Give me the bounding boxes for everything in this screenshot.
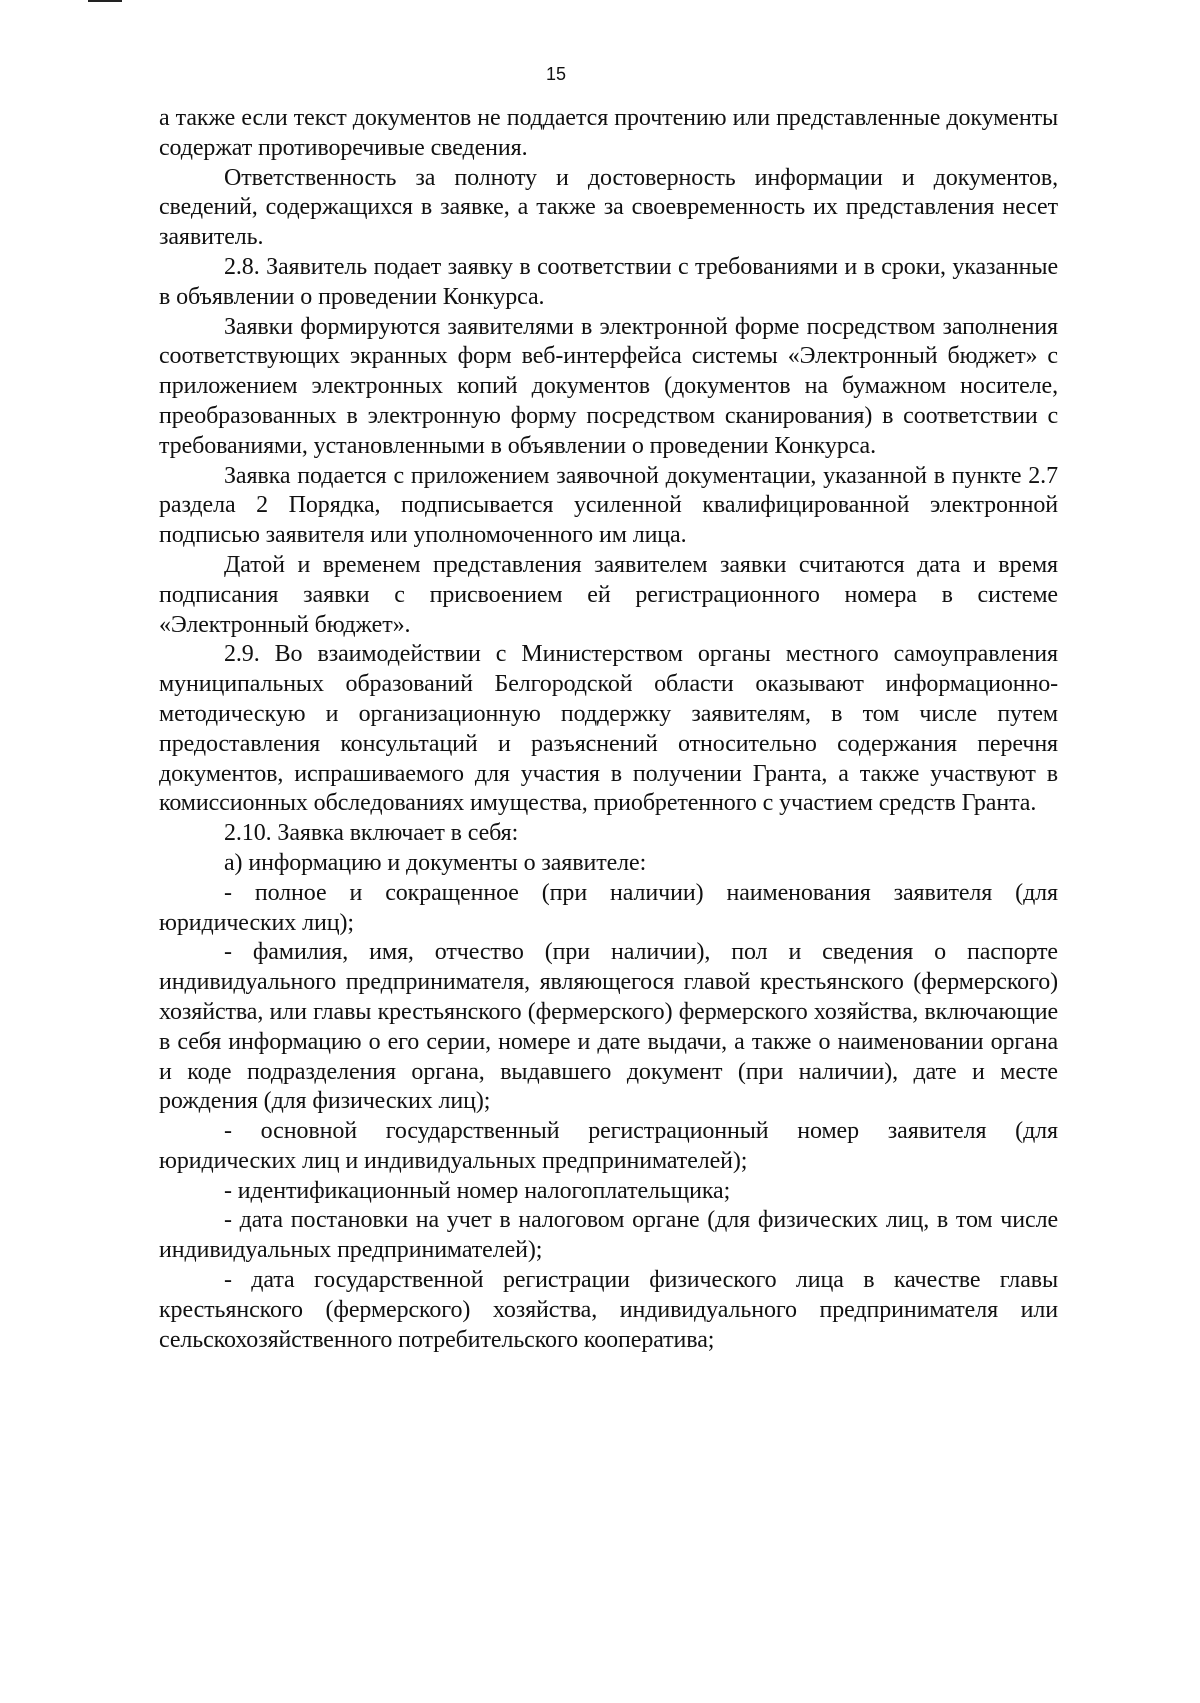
paragraph-submission-date: Датой и временем представления заявителем заявки считаются дата и время подписания заявки с присвоением ей регистрационного номера в системе «Электронный бюджет». [159, 551, 1058, 638]
list-heading-a: а) информацию и документы о заявителе: [224, 849, 647, 876]
list-item-passport: - фамилия, имя, отчество (при наличии), пол и сведения о паспорте индивидуального предпринимателя, являющегося главой крестьянского (фермерского) хозяйства, или главы крестьянского (фермерского) фермерского хозяйства, включающие в себя информацию о его серии, номере и дате выдачи, а также о наименовании органа и коде подразделения органа, выдавшего документ (при наличии), дате и месте рождения (для физических лиц); [159, 939, 1058, 1115]
paragraph-signature: Заявка подается с приложением заявочной документации, указанной в пункте 2.7 раздела 2 Порядка, подписывается усиленной квалифицированной электронной подписью заявителя или уполномоченного им лица. [159, 462, 1058, 549]
paragraph-2-10: 2.10. Заявка включает в себя: [224, 820, 519, 847]
list-item-ogrn: - основной государственный регистрационный номер заявителя (для юридических лиц и индивидуальных предпринимателей); [159, 1118, 1058, 1174]
paragraph-continuation: а также если текст документов не поддается прочтению или представленные документы содержат противоречивые сведения. [159, 105, 1058, 161]
scan-edge-mark [88, 0, 122, 2]
list-item-inn: - идентификационный номер налогоплательщика; [224, 1177, 731, 1204]
paragraph-responsibility: Ответственность за полноту и достоверность информации и документов, сведений, содержащихся в заявке, а также за своевременность их представления несет заявитель. [159, 164, 1058, 251]
document-body [159, 104, 1058, 1355]
page-number: 15 [545, 64, 567, 84]
list-item-state-registration: - дата государственной регистрации физического лица в качестве главы крестьянского (фермерского) хозяйства, индивидуального предпринимателя или сельскохозяйственного потребительского кооператива; [159, 1267, 1058, 1353]
list-item-name: - полное и сокращенное (при наличии) наименования заявителя (для юридических лиц); [159, 879, 1058, 936]
paragraph-2-8: 2.8. Заявитель подает заявку в соответствии с требованиями и в сроки, указанные в объявлении о проведении Конкурса. [159, 253, 1058, 310]
paragraph-2-9: 2.9. Во взаимодействии с Министерством органы местного самоуправления муниципальных образований Белгородской области оказывают информационно-методическую и организационную поддержку заявителям, в том числе путем предоставления консультаций и разъяснений относительно содержания перечня документов, испрашиваемого для участия в получении Гранта, а также участвуют в комиссионных обследованиях имущества, приобретенного с участием средств Гранта. [159, 641, 1058, 817]
list-item-tax-registration: - дата постановки на учет в налоговом органе (для физических лиц, в том числе индивидуальных предпринимателей); [159, 1207, 1058, 1264]
paragraph-electronic-form: Заявки формируются заявителями в электронной форме посредством заполнения соответствующих экранных форм веб-интерфейса системы «Электронный бюджет» с приложением электронных копий документов (документов на бумажном носителе, преобразованных в электронную форму посредством сканирования) в соответствии с требованиями, установленными в объявлении о проведении Конкурса. [159, 313, 1058, 459]
